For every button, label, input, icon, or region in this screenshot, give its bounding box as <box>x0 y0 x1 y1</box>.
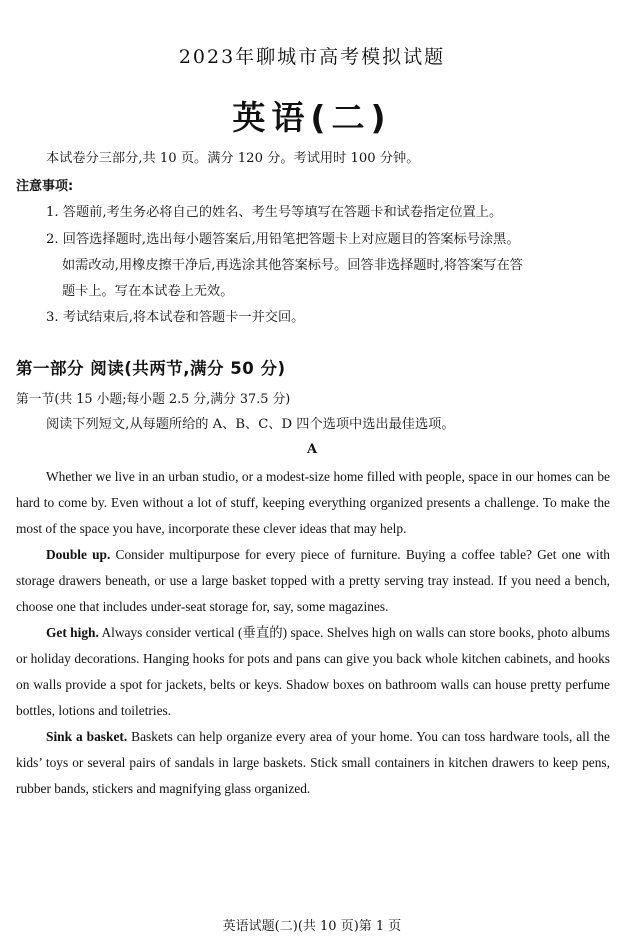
passage-paragraph-4 <box>16 724 610 802</box>
notice-item-3: 3. 考试结束后,将本试卷和答题卡一并交回。 <box>46 310 305 325</box>
subject-title: 英语(二) <box>232 98 392 137</box>
paragraph-3-body: Always consider vertical (垂直的) space. Shelves high on walls can store books, photo albums or holiday decorations. Hanging hooks for pots and pans can give you back whole kitchen cabinets, and hooks on walls provide a spot for jackets, belts or keys. Shadow boxes on bathroom walls can house pretty perfume bottles, lotions and toiletries. <box>16 625 610 718</box>
passage-label: A <box>306 442 318 457</box>
paragraph-4-heading: Sink a basket. <box>46 729 128 744</box>
notice-heading: 注意事项: <box>16 179 74 194</box>
section1-heading: 第一节(共 15 小题;每小题 2.5 分,满分 37.5 分) <box>16 392 291 407</box>
passage-a <box>16 464 610 802</box>
passage-paragraph-2 <box>16 542 610 620</box>
exam-intro: 本试卷分三部分,共 10 页。满分 120 分。考试用时 100 分钟。 <box>46 151 420 166</box>
passage-paragraph-3 <box>16 620 610 724</box>
paragraph-2-body: Consider multipurpose for every piece of furniture. Buying a coffee table? Get one with storage drawers beneath, or use a large basket topped with a pretty serving tray instead. If you need a bench, choose one that includes under-seat storage for, say, some magazines. <box>16 547 610 614</box>
notice-item-2-line-3: 题卡上。写在本试卷上无效。 <box>62 284 234 299</box>
part1-heading: 第一部分 阅读(共两节,满分 50 分) <box>16 359 286 378</box>
notice-item-1: 1. 答题前,考生务必将自己的姓名、考生号等填写在答题卡和试卷指定位置上。 <box>46 205 503 220</box>
passage-paragraph-1: Whether we live in an urban studio, or a modest-size home filled with people, space in our homes can be hard to come by. Even without a lot of stuff, keeping everything organized presents a challenge. To make the most of the space you have, incorporate these clever ideas that may help. <box>16 469 610 536</box>
paragraph-3-heading: Get high. <box>46 625 99 640</box>
notice-item-2-line-2: 如需改动,用橡皮擦干净后,再选涂其他答案标号。回答非选择题时,将答案写在答 <box>62 258 523 273</box>
page-footer: 英语试题(二)(共 10 页)第 1 页 <box>222 919 402 934</box>
exam-title: 2023年聊城市高考模拟试题 <box>178 46 446 68</box>
notice-item-2-line-1: 2. 回答选择题时,选出每小题答案后,用铅笔把答题卡上对应题目的答案标号涂黑。 <box>46 232 520 247</box>
paragraph-2-heading: Double up. <box>46 547 111 562</box>
reading-instruction: 阅读下列短文,从每题所给的 A、B、C、D 四个选项中选出最佳选项。 <box>46 417 455 432</box>
paragraph-4-body: Baskets can help organize every area of your home. You can toss hardware tools, all the kids’ toys or several pairs of sandals in large baskets. Stick small containers in kitchen drawers to keep pens, rubber bands, stickers and magnifying glass organized. <box>16 729 610 796</box>
